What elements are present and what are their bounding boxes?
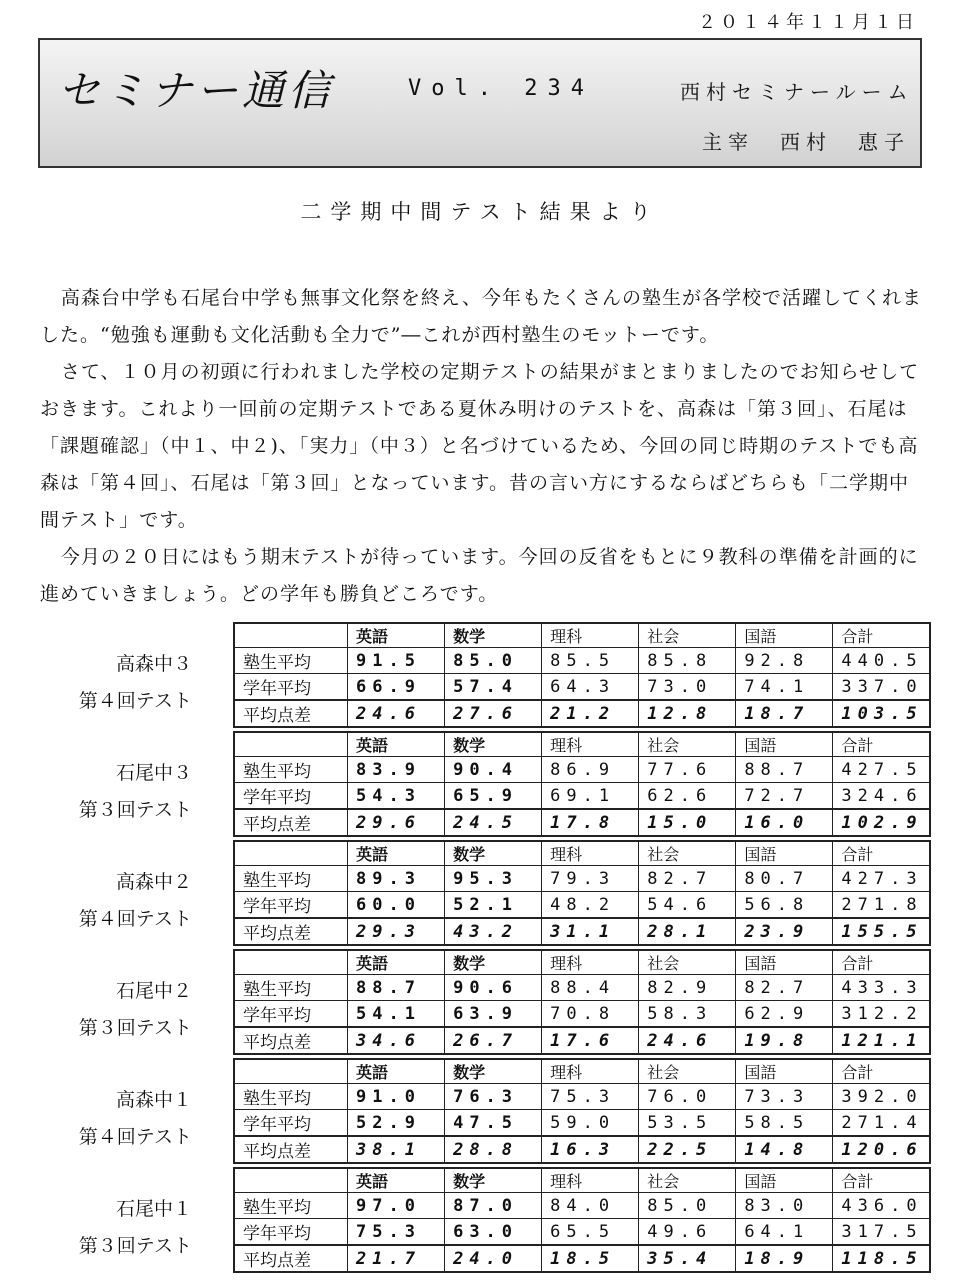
score-cell: 24.6 [639, 1027, 736, 1054]
score-cell: 57.4 [445, 674, 542, 701]
newsletter-header [38, 38, 922, 168]
score-cell: 73.3 [736, 1084, 833, 1110]
table-header-row [234, 841, 930, 866]
subject-header: 国語 [736, 950, 833, 975]
subject-header: 国語 [736, 623, 833, 648]
subject-header: 社会 [639, 1168, 736, 1193]
row-label: 平均点差 [234, 918, 348, 945]
subject-header: 合計 [833, 1168, 930, 1193]
score-cell: 16.0 [736, 809, 833, 836]
score-cell: 70.8 [542, 1001, 639, 1028]
subject-header: 理科 [542, 950, 639, 975]
score-cell: 337.0 [833, 674, 930, 701]
score-cell: 56.8 [736, 892, 833, 919]
subject-header: 理科 [542, 1168, 639, 1193]
subject-header: 社会 [639, 841, 736, 866]
score-cell: 76.3 [445, 1084, 542, 1110]
score-cell: 69.1 [542, 783, 639, 810]
score-table [233, 622, 931, 728]
score-cell: 80.7 [736, 866, 833, 892]
table-row [234, 866, 930, 892]
subject-header: 国語 [736, 841, 833, 866]
score-cell: 76.0 [639, 1084, 736, 1110]
subject-header: 数学 [445, 950, 542, 975]
score-cell: 34.6 [348, 1027, 445, 1054]
score-cell: 440.5 [833, 648, 930, 674]
subject-header: 数学 [445, 623, 542, 648]
subject-header: 英語 [348, 950, 445, 975]
score-cell: 17.8 [542, 809, 639, 836]
article-body [40, 280, 926, 613]
subject-header: 数学 [445, 1059, 542, 1084]
score-cell: 88.4 [542, 975, 639, 1001]
header-corner [234, 841, 348, 866]
score-cell: 72.7 [736, 783, 833, 810]
score-cell: 63.9 [445, 1001, 542, 1028]
row-label: 学年平均 [234, 892, 348, 919]
school-label [62, 1191, 192, 1265]
score-cell: 43.2 [445, 918, 542, 945]
row-label: 学年平均 [234, 1001, 348, 1028]
subject-header: 社会 [639, 1059, 736, 1084]
school-grade: 石尾中３ [115, 762, 192, 784]
table-header-row [234, 732, 930, 757]
score-cell: 271.4 [833, 1110, 930, 1137]
score-cell: 88.7 [736, 757, 833, 783]
article-heading: 二学期中間テスト結果より [300, 200, 660, 224]
subject-header: 合計 [833, 950, 930, 975]
table-row [234, 674, 930, 701]
test-name: 第３回テスト [78, 799, 192, 821]
score-cell: 52.9 [348, 1110, 445, 1137]
score-cell: 82.7 [736, 975, 833, 1001]
score-cell: 118.5 [833, 1245, 930, 1272]
subject-header: 英語 [348, 841, 445, 866]
row-label: 平均点差 [234, 700, 348, 727]
score-cell: 84.0 [542, 1193, 639, 1219]
score-cell: 83.0 [736, 1193, 833, 1219]
row-label: 平均点差 [234, 1245, 348, 1272]
score-cell: 64.3 [542, 674, 639, 701]
score-cell: 312.2 [833, 1001, 930, 1028]
score-cell: 65.5 [542, 1219, 639, 1246]
score-cell: 433.3 [833, 975, 930, 1001]
paragraph-1: 高森台中学も石尾台中学も無事文化祭を終え、今年もたくさんの塾生が各学校で活躍してくれました。“勉強も運動も文化活動も全力で”―これが西村塾生のモットーです。 [40, 287, 923, 346]
score-cell: 85.8 [639, 648, 736, 674]
school-label [62, 755, 192, 829]
score-cell: 47.5 [445, 1110, 542, 1137]
subject-header: 社会 [639, 950, 736, 975]
header-corner [234, 1168, 348, 1193]
score-table [233, 731, 931, 837]
test-name: 第４回テスト [78, 690, 192, 712]
score-cell: 97.0 [348, 1193, 445, 1219]
table-row [234, 1110, 930, 1137]
table-header-row [234, 623, 930, 648]
score-block [40, 731, 932, 835]
score-cell: 82.9 [639, 975, 736, 1001]
school-grade: 石尾中２ [115, 980, 192, 1002]
score-cell: 54.1 [348, 1001, 445, 1028]
issue-date: ２０１４年１１月１日 [698, 12, 918, 33]
score-cell: 52.1 [445, 892, 542, 919]
volume-number: Vol. 234 [408, 76, 594, 101]
score-cell: 271.8 [833, 892, 930, 919]
test-name: 第３回テスト [78, 1235, 192, 1257]
subject-header: 英語 [348, 732, 445, 757]
score-cell: 95.3 [445, 866, 542, 892]
test-name: 第３回テスト [78, 1017, 192, 1039]
row-label: 塾生平均 [234, 975, 348, 1001]
subject-header: 数学 [445, 1168, 542, 1193]
row-label: 平均点差 [234, 1027, 348, 1054]
score-cell: 54.6 [639, 892, 736, 919]
row-label: 塾生平均 [234, 1193, 348, 1219]
row-label: 塾生平均 [234, 866, 348, 892]
test-name: 第４回テスト [78, 1126, 192, 1148]
subject-header: 数学 [445, 732, 542, 757]
table-row [234, 918, 930, 945]
score-cell: 66.9 [348, 674, 445, 701]
score-cell: 24.0 [445, 1245, 542, 1272]
score-cell: 27.6 [445, 700, 542, 727]
subject-header: 社会 [639, 623, 736, 648]
score-cell: 103.5 [833, 700, 930, 727]
table-row [234, 1219, 930, 1246]
subject-header: 国語 [736, 1168, 833, 1193]
score-cell: 15.0 [639, 809, 736, 836]
score-cell: 91.0 [348, 1084, 445, 1110]
school-label [62, 864, 192, 938]
subject-header: 社会 [639, 732, 736, 757]
score-cell: 155.5 [833, 918, 930, 945]
table-row [234, 1084, 930, 1110]
subject-header: 英語 [348, 1168, 445, 1193]
school-grade: 高森中１ [115, 1089, 192, 1111]
score-cell: 436.0 [833, 1193, 930, 1219]
row-label: 塾生平均 [234, 1084, 348, 1110]
subject-header: 理科 [542, 1059, 639, 1084]
score-cell: 26.7 [445, 1027, 542, 1054]
table-row [234, 1136, 930, 1163]
score-cell: 18.5 [542, 1245, 639, 1272]
score-cell: 14.8 [736, 1136, 833, 1163]
subject-header: 理科 [542, 623, 639, 648]
score-cell: 58.5 [736, 1110, 833, 1137]
subject-header: 理科 [542, 841, 639, 866]
score-cell: 83.9 [348, 757, 445, 783]
score-table [233, 949, 931, 1055]
subject-header: 理科 [542, 732, 639, 757]
school-label [62, 646, 192, 720]
score-cell: 28.1 [639, 918, 736, 945]
score-cell: 49.6 [639, 1219, 736, 1246]
score-table [233, 1167, 931, 1273]
table-header-row [234, 1059, 930, 1084]
score-cell: 17.6 [542, 1027, 639, 1054]
row-label: 塾生平均 [234, 757, 348, 783]
score-block [40, 622, 932, 726]
director-name: 主宰 西村 恵子 [702, 130, 910, 154]
score-cell: 62.9 [736, 1001, 833, 1028]
table-row [234, 1001, 930, 1028]
score-cell: 75.3 [348, 1219, 445, 1246]
score-cell: 58.3 [639, 1001, 736, 1028]
score-cell: 85.0 [639, 1193, 736, 1219]
score-cell: 86.9 [542, 757, 639, 783]
table-row [234, 700, 930, 727]
score-cell: 63.0 [445, 1219, 542, 1246]
score-cell: 90.4 [445, 757, 542, 783]
score-cell: 79.3 [542, 866, 639, 892]
paragraph-3: 今月の２０日にはもう期末テストが待っています。今回の反省をもとに９教科の準備を計画的に進めていきましょう。どの学年も勝負どころです。 [40, 546, 919, 605]
score-cell: 85.5 [542, 648, 639, 674]
test-name: 第４回テスト [78, 908, 192, 930]
table-header-row [234, 950, 930, 975]
score-cell: 75.3 [542, 1084, 639, 1110]
subject-header: 国語 [736, 1059, 833, 1084]
score-cell: 31.1 [542, 918, 639, 945]
subject-header: 合計 [833, 732, 930, 757]
score-cell: 59.0 [542, 1110, 639, 1137]
score-cell: 16.3 [542, 1136, 639, 1163]
score-cell: 392.0 [833, 1084, 930, 1110]
score-cell: 54.3 [348, 783, 445, 810]
score-cell: 18.9 [736, 1245, 833, 1272]
score-cell: 48.2 [542, 892, 639, 919]
table-row [234, 1245, 930, 1272]
score-cell: 19.8 [736, 1027, 833, 1054]
score-cell: 53.5 [639, 1110, 736, 1137]
score-cell: 28.8 [445, 1136, 542, 1163]
score-cell: 24.6 [348, 700, 445, 727]
score-block [40, 1058, 932, 1162]
score-cell: 24.5 [445, 809, 542, 836]
table-row [234, 757, 930, 783]
score-cell: 89.3 [348, 866, 445, 892]
header-corner [234, 950, 348, 975]
score-cell: 88.7 [348, 975, 445, 1001]
subject-header: 合計 [833, 841, 930, 866]
table-row [234, 892, 930, 919]
table-row [234, 783, 930, 810]
school-grade: 高森中３ [115, 653, 192, 675]
score-cell: 92.8 [736, 648, 833, 674]
score-cell: 74.1 [736, 674, 833, 701]
score-cell: 65.9 [445, 783, 542, 810]
score-cell: 427.3 [833, 866, 930, 892]
table-row [234, 975, 930, 1001]
score-cell: 38.1 [348, 1136, 445, 1163]
score-table [233, 840, 931, 946]
header-corner [234, 732, 348, 757]
score-cell: 90.6 [445, 975, 542, 1001]
subject-header: 英語 [348, 623, 445, 648]
score-block [40, 949, 932, 1053]
table-row [234, 648, 930, 674]
score-cell: 317.5 [833, 1219, 930, 1246]
score-block [40, 1167, 932, 1271]
score-cell: 91.5 [348, 648, 445, 674]
school-grade: 高森中２ [115, 871, 192, 893]
score-cell: 22.5 [639, 1136, 736, 1163]
score-cell: 64.1 [736, 1219, 833, 1246]
newsletter-title: セミナー通信 [58, 66, 335, 115]
score-cell: 120.6 [833, 1136, 930, 1163]
score-cell: 73.0 [639, 674, 736, 701]
score-cell: 324.6 [833, 783, 930, 810]
row-label: 平均点差 [234, 809, 348, 836]
header-corner [234, 623, 348, 648]
row-label: 学年平均 [234, 783, 348, 810]
subject-header: 合計 [833, 1059, 930, 1084]
table-header-row [234, 1168, 930, 1193]
table-row [234, 1193, 930, 1219]
paragraph-2: さて、１０月の初頭に行われました学校の定期テストの結果がまとまりましたのでお知らせしておきます。これより一回前の定期テストである夏休み明けのテストを、高森は「第３回」、石尾は「課題確認」（中１、中２)、「実力」（中３）と名づけているため、今回の同じ時期のテストでも高森は「第４回」、石尾は「第３回」となっています。昔の言い方にするならばどちらも「二学期中間テスト」です。 [40, 361, 920, 531]
row-label: 学年平均 [234, 674, 348, 701]
score-cell: 29.6 [348, 809, 445, 836]
score-cell: 121.1 [833, 1027, 930, 1054]
header-corner [234, 1059, 348, 1084]
row-label: 塾生平均 [234, 648, 348, 674]
score-cell: 12.8 [639, 700, 736, 727]
score-cell: 23.9 [736, 918, 833, 945]
score-table [233, 1058, 931, 1164]
score-cell: 77.6 [639, 757, 736, 783]
school-label [62, 973, 192, 1047]
score-cell: 35.4 [639, 1245, 736, 1272]
subject-header: 合計 [833, 623, 930, 648]
row-label: 平均点差 [234, 1136, 348, 1163]
score-cell: 85.0 [445, 648, 542, 674]
table-row [234, 809, 930, 836]
row-label: 学年平均 [234, 1219, 348, 1246]
score-cell: 18.7 [736, 700, 833, 727]
subject-header: 英語 [348, 1059, 445, 1084]
school-label [62, 1082, 192, 1156]
subject-header: 国語 [736, 732, 833, 757]
score-cell: 29.3 [348, 918, 445, 945]
score-cell: 87.0 [445, 1193, 542, 1219]
school-grade: 石尾中１ [115, 1198, 192, 1220]
table-row [234, 1027, 930, 1054]
organization-name: 西村セミナールーム [680, 80, 914, 104]
score-cell: 427.5 [833, 757, 930, 783]
row-label: 学年平均 [234, 1110, 348, 1137]
score-cell: 62.6 [639, 783, 736, 810]
score-cell: 102.9 [833, 809, 930, 836]
score-block [40, 840, 932, 944]
score-cell: 82.7 [639, 866, 736, 892]
score-cell: 21.7 [348, 1245, 445, 1272]
score-cell: 60.0 [348, 892, 445, 919]
score-cell: 21.2 [542, 700, 639, 727]
subject-header: 数学 [445, 841, 542, 866]
